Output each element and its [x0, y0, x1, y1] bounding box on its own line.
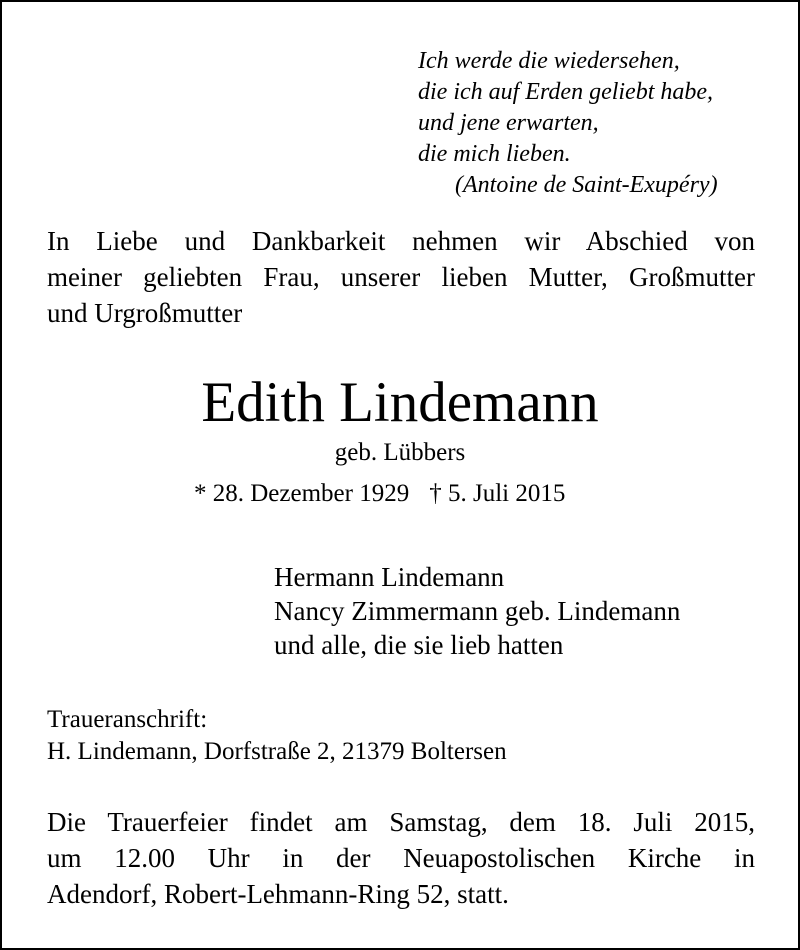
mourners-list [274, 560, 680, 662]
funeral-info [47, 804, 755, 912]
intro-line: meiner geliebten Frau, unserer lieben Mutter, Großmutter [47, 262, 755, 292]
funeral-line: um 12.00 Uhr in der Neuapostolischen Kirche in [47, 843, 755, 873]
mourner-line: Hermann Lindemann [274, 562, 505, 592]
intro-line: und Urgroßmutter [47, 298, 243, 328]
mourning-address [47, 704, 507, 768]
address-label: Traueranschrift: [47, 706, 208, 733]
funeral-line: Adendorf, Robert-Lehmann-Ring 52, statt. [47, 879, 509, 909]
birth-date: * 28. Dezember 1929 [194, 480, 410, 507]
quote-line: Ich werde die wiedersehen, [418, 48, 680, 74]
quote-author: (Antoine de Saint-Exupéry) [455, 172, 718, 198]
death-date: † 5. Juli 2015 [429, 480, 566, 507]
quote-line: und jene erwarten, [418, 110, 599, 136]
address-value: H. Lindemann, Dorfstraße 2, 21379 Boltersen [47, 738, 507, 765]
mourner-line: und alle, die sie lieb hatten [274, 630, 564, 660]
quote-line: die mich lieben. [418, 141, 571, 167]
funeral-line: Die Trauerfeier findet am Samstag, dem 18. Juli 2015, [47, 807, 755, 837]
deceased-name: Edith Lindemann [201, 371, 599, 434]
intro-text [47, 223, 755, 331]
life-dates [194, 478, 565, 510]
quote-line: die ich auf Erden geliebt habe, [418, 79, 714, 105]
intro-line: In Liebe und Dankbarkeit nehmen wir Abschied von [47, 226, 755, 256]
maiden-name: geb. Lübbers [334, 439, 466, 466]
epigraph-quote [418, 46, 718, 201]
mourner-line: Nancy Zimmermann geb. Lindemann [274, 596, 681, 626]
